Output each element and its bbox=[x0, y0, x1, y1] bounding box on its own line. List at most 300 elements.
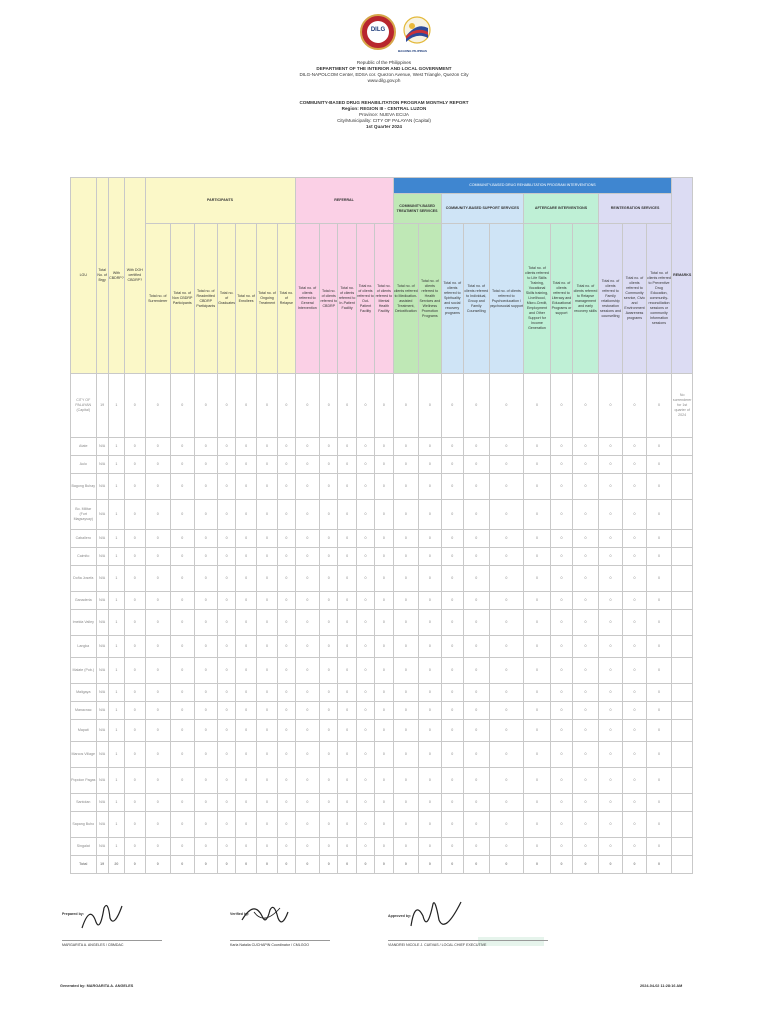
cell-value: 0 bbox=[393, 566, 419, 592]
cell-brgy: N/A bbox=[96, 456, 108, 474]
cell-value: 0 bbox=[623, 566, 646, 592]
cell-value: 0 bbox=[375, 566, 393, 592]
cell-value: 0 bbox=[338, 530, 356, 548]
report-city: City/Municipality: CITY OF PALAYAN (Capital) bbox=[337, 118, 431, 123]
cell-value: 0 bbox=[524, 838, 551, 856]
cell-value: 0 bbox=[295, 610, 320, 636]
interventions-banner: COMMUNITY-BASED DRUG REHABILITATION PROGRAM INTERVENTIONS bbox=[393, 178, 672, 194]
cell-value: 0 bbox=[550, 720, 572, 742]
cell-brgy: N/A bbox=[96, 566, 108, 592]
table-row bbox=[71, 610, 693, 636]
col-header-23: Total no. of clients referred to Relapse management and early recovery skills bbox=[573, 224, 599, 374]
cell-value: 0 bbox=[464, 438, 490, 456]
cell-value: 0 bbox=[489, 566, 524, 592]
cell-value: 0 bbox=[573, 474, 599, 500]
cell-value: 0 bbox=[524, 720, 551, 742]
cell-cbdrp: 1 bbox=[108, 742, 124, 768]
cell-value: 0 bbox=[393, 456, 419, 474]
cell-value: 0 bbox=[338, 702, 356, 720]
cell-value: 0 bbox=[393, 530, 419, 548]
cell-lgu: Aulo bbox=[71, 456, 97, 474]
cell-value: 0 bbox=[646, 720, 672, 742]
cell-value: 0 bbox=[125, 500, 145, 530]
cell-value: 0 bbox=[356, 742, 374, 768]
cell-value: 0 bbox=[524, 742, 551, 768]
report-region: Region: REGION III - CENTRAL LUZON bbox=[341, 106, 427, 111]
cell-value: 0 bbox=[278, 794, 295, 812]
col-header-10: Total no. of Relapse bbox=[278, 224, 295, 374]
cell-value: 0 bbox=[489, 812, 524, 838]
cell-value: 0 bbox=[356, 768, 374, 794]
cell-value: 0 bbox=[171, 374, 194, 438]
cell-value: 0 bbox=[573, 684, 599, 702]
cell-lgu: Doña Josefa bbox=[71, 566, 97, 592]
total-value: 0 bbox=[489, 856, 524, 874]
cell-value: 0 bbox=[256, 566, 277, 592]
cell-value: 0 bbox=[489, 610, 524, 636]
report-period: 1st Quarter 2024 bbox=[365, 124, 402, 129]
cell-value: 0 bbox=[145, 500, 171, 530]
cell-value: 0 bbox=[236, 566, 256, 592]
cell-value: 0 bbox=[194, 500, 217, 530]
col-total-brgy: Total No. of Brgy bbox=[96, 178, 108, 374]
total-value: 0 bbox=[550, 856, 572, 874]
cell-value: 0 bbox=[573, 720, 599, 742]
header-website: www.dilg.gov.ph bbox=[367, 78, 401, 83]
cell-value: 0 bbox=[441, 456, 463, 474]
cell-value: 0 bbox=[419, 768, 441, 794]
col-header-9: Total no. of Ongoing Treatment bbox=[256, 224, 277, 374]
cell-value: 0 bbox=[217, 702, 235, 720]
cell-remarks bbox=[672, 838, 693, 856]
cell-value: 0 bbox=[646, 456, 672, 474]
cell-value: 0 bbox=[217, 456, 235, 474]
cell-value: 0 bbox=[217, 684, 235, 702]
cell-value: 0 bbox=[338, 592, 356, 610]
cell-value: 0 bbox=[171, 794, 194, 812]
cell-value: 0 bbox=[145, 456, 171, 474]
total-value: 0 bbox=[256, 856, 277, 874]
cell-value: 0 bbox=[598, 742, 623, 768]
total-value: 0 bbox=[441, 856, 463, 874]
cell-value: 0 bbox=[524, 374, 551, 438]
col-header-6: Total no. of Readmitted CBDRP Participants bbox=[194, 224, 217, 374]
cell-value: 0 bbox=[441, 374, 463, 438]
cell-value: 0 bbox=[278, 684, 295, 702]
cell-value: 0 bbox=[573, 636, 599, 658]
cell-value: 0 bbox=[464, 530, 490, 548]
cell-value: 0 bbox=[464, 636, 490, 658]
total-value: 0 bbox=[524, 856, 551, 874]
cell-brgy: N/A bbox=[96, 636, 108, 658]
cell-value: 0 bbox=[441, 566, 463, 592]
cell-cbdrp: 1 bbox=[108, 500, 124, 530]
cell-value: 0 bbox=[464, 768, 490, 794]
cell-value: 0 bbox=[419, 838, 441, 856]
cell-value: 0 bbox=[236, 500, 256, 530]
cell-value: 0 bbox=[441, 474, 463, 500]
cell-value: 0 bbox=[194, 684, 217, 702]
cell-value: 0 bbox=[217, 636, 235, 658]
cell-value: 0 bbox=[375, 768, 393, 794]
header-department: DEPARTMENT OF THE INTERIOR AND LOCAL GOVERNMENT bbox=[316, 66, 452, 71]
cell-value: 0 bbox=[194, 702, 217, 720]
cell-value: 0 bbox=[573, 610, 599, 636]
cell-value: 0 bbox=[295, 636, 320, 658]
cell-value: 0 bbox=[320, 838, 338, 856]
cell-cbdrp: 1 bbox=[108, 702, 124, 720]
col-doh-certified: With DOH certified CBDRP? bbox=[125, 178, 145, 374]
cell-value: 0 bbox=[573, 812, 599, 838]
cell-value: 0 bbox=[295, 566, 320, 592]
cell-value: 0 bbox=[320, 658, 338, 684]
cell-value: 0 bbox=[125, 456, 145, 474]
cell-value: 0 bbox=[320, 566, 338, 592]
cell-value: 0 bbox=[419, 592, 441, 610]
cell-value: 0 bbox=[125, 768, 145, 794]
cell-value: 0 bbox=[194, 742, 217, 768]
cell-value: 0 bbox=[171, 500, 194, 530]
col-header-7: Total no. of Graduates bbox=[217, 224, 235, 374]
cell-value: 0 bbox=[524, 812, 551, 838]
cell-value: 0 bbox=[464, 566, 490, 592]
cell-value: 0 bbox=[464, 592, 490, 610]
cell-value: 0 bbox=[295, 548, 320, 566]
cell-value: 0 bbox=[419, 474, 441, 500]
total-value: 0 bbox=[598, 856, 623, 874]
cell-value: 0 bbox=[573, 794, 599, 812]
cell-value: 0 bbox=[464, 794, 490, 812]
cell-value: 0 bbox=[646, 768, 672, 794]
cell-value: 0 bbox=[256, 684, 277, 702]
cell-value: 0 bbox=[524, 530, 551, 548]
col-header-4: Total no. of Surrenderer bbox=[145, 224, 171, 374]
cell-value: 0 bbox=[550, 768, 572, 794]
cell-value: 0 bbox=[356, 530, 374, 548]
cell-value: 0 bbox=[256, 610, 277, 636]
cell-cbdrp: 1 bbox=[108, 548, 124, 566]
verified-name: Karla Natalia CUCHAPIN Coordinator / CMLGOO bbox=[230, 943, 310, 947]
cell-brgy: N/A bbox=[96, 592, 108, 610]
cell-value: 0 bbox=[464, 702, 490, 720]
cell-value: 0 bbox=[236, 742, 256, 768]
cell-value: 0 bbox=[295, 592, 320, 610]
cell-value: 0 bbox=[295, 374, 320, 438]
cell-value: 0 bbox=[623, 658, 646, 684]
cell-value: 0 bbox=[171, 684, 194, 702]
cell-value: 0 bbox=[646, 636, 672, 658]
cell-value: 0 bbox=[550, 702, 572, 720]
table-row bbox=[71, 548, 693, 566]
cell-remarks bbox=[672, 684, 693, 702]
cell-lgu: Marcos Village bbox=[71, 742, 97, 768]
cell-value: 0 bbox=[375, 474, 393, 500]
table-row bbox=[71, 500, 693, 530]
cell-value: 0 bbox=[623, 768, 646, 794]
cell-value: 0 bbox=[356, 720, 374, 742]
cell-value: 0 bbox=[295, 500, 320, 530]
cell-value: 0 bbox=[375, 500, 393, 530]
cell-value: 0 bbox=[375, 720, 393, 742]
cell-value: 0 bbox=[145, 658, 171, 684]
cell-value: 0 bbox=[338, 720, 356, 742]
cell-value: 0 bbox=[125, 566, 145, 592]
cell-value: 0 bbox=[598, 720, 623, 742]
cell-value: 0 bbox=[145, 374, 171, 438]
cell-value: 0 bbox=[393, 636, 419, 658]
cell-cbdrp: 1 bbox=[108, 610, 124, 636]
cell-value: 0 bbox=[489, 838, 524, 856]
cell-value: 0 bbox=[145, 610, 171, 636]
cell-value: 0 bbox=[441, 720, 463, 742]
cell-value: 0 bbox=[375, 838, 393, 856]
cell-value: 0 bbox=[419, 548, 441, 566]
cell-value: 0 bbox=[278, 456, 295, 474]
cell-brgy: N/A bbox=[96, 684, 108, 702]
total-value: 0 bbox=[419, 856, 441, 874]
cell-value: 0 bbox=[441, 768, 463, 794]
cell-value: 0 bbox=[573, 374, 599, 438]
cell-brgy: N/A bbox=[96, 610, 108, 636]
cell-value: 0 bbox=[393, 374, 419, 438]
table-row bbox=[71, 474, 693, 500]
cell-value: 0 bbox=[441, 636, 463, 658]
cell-cbdrp: 1 bbox=[108, 838, 124, 856]
cell-value: 0 bbox=[236, 658, 256, 684]
cell-value: 0 bbox=[356, 794, 374, 812]
report-province: Province: NUEVA ECIJA bbox=[359, 112, 409, 117]
cell-value: 0 bbox=[646, 684, 672, 702]
cell-value: 0 bbox=[356, 702, 374, 720]
cell-value: 0 bbox=[145, 838, 171, 856]
cell-value: 0 bbox=[125, 548, 145, 566]
cell-remarks bbox=[672, 658, 693, 684]
cell-value: 0 bbox=[278, 812, 295, 838]
cell-value: 0 bbox=[573, 500, 599, 530]
cell-value: 0 bbox=[256, 438, 277, 456]
cell-value: 0 bbox=[194, 610, 217, 636]
cell-value: 0 bbox=[217, 374, 235, 438]
cell-value: 0 bbox=[464, 374, 490, 438]
cell-lgu: Atate bbox=[71, 438, 97, 456]
approved-signature bbox=[405, 896, 465, 936]
total-value: 0 bbox=[194, 856, 217, 874]
cell-value: 0 bbox=[338, 566, 356, 592]
cell-value: 0 bbox=[194, 636, 217, 658]
cell-value: 0 bbox=[338, 474, 356, 500]
cell-value: 0 bbox=[489, 768, 524, 794]
cell-value: 0 bbox=[295, 438, 320, 456]
cell-value: 0 bbox=[464, 720, 490, 742]
cell-lgu: Langka bbox=[71, 636, 97, 658]
cell-value: 0 bbox=[278, 566, 295, 592]
cell-value: 0 bbox=[194, 592, 217, 610]
cell-value: 0 bbox=[236, 720, 256, 742]
cell-value: 0 bbox=[623, 812, 646, 838]
cell-value: 0 bbox=[194, 794, 217, 812]
cell-value: 0 bbox=[295, 742, 320, 768]
cell-value: 0 bbox=[375, 374, 393, 438]
cell-value: 0 bbox=[393, 610, 419, 636]
cell-value: 0 bbox=[320, 768, 338, 794]
cell-value: 0 bbox=[623, 530, 646, 548]
cell-value: 0 bbox=[236, 548, 256, 566]
cell-value: 0 bbox=[171, 702, 194, 720]
cell-value: 0 bbox=[623, 794, 646, 812]
cell-value: 0 bbox=[441, 592, 463, 610]
cell-value: 0 bbox=[295, 768, 320, 794]
flag-caption: BAGONG PILIPINAS bbox=[398, 49, 428, 53]
cell-value: 0 bbox=[623, 438, 646, 456]
cell-value: 0 bbox=[623, 636, 646, 658]
cell-value: 0 bbox=[550, 658, 572, 684]
cell-value: 0 bbox=[524, 702, 551, 720]
total-value: 0 bbox=[320, 856, 338, 874]
total-value: 0 bbox=[356, 856, 374, 874]
cell-value: 0 bbox=[356, 566, 374, 592]
cell-value: 0 bbox=[489, 702, 524, 720]
prepared-name: MARGARITA A. ANGELES / CBMDAC bbox=[62, 943, 124, 947]
cell-value: 0 bbox=[375, 794, 393, 812]
cell-value: 0 bbox=[338, 636, 356, 658]
table-row bbox=[71, 812, 693, 838]
cell-value: 0 bbox=[464, 838, 490, 856]
cell-value: 0 bbox=[524, 438, 551, 456]
cell-value: 0 bbox=[338, 610, 356, 636]
cell-value: 0 bbox=[356, 812, 374, 838]
cell-value: 0 bbox=[524, 658, 551, 684]
cell-value: 0 bbox=[145, 548, 171, 566]
cell-value: 0 bbox=[623, 702, 646, 720]
cell-remarks: No surrenderer for 1st quarter of 2024 bbox=[672, 374, 693, 438]
cell-value: 0 bbox=[489, 456, 524, 474]
total-value: 0 bbox=[623, 856, 646, 874]
cell-value: 0 bbox=[236, 438, 256, 456]
cell-value: 0 bbox=[145, 684, 171, 702]
cell-value: 0 bbox=[441, 610, 463, 636]
cell-value: 0 bbox=[278, 838, 295, 856]
col-header-16: Total no. of clients referred to Medication-assisted Treatment, Detoxification bbox=[393, 224, 419, 374]
cell-value: 0 bbox=[278, 702, 295, 720]
cell-value: 0 bbox=[320, 548, 338, 566]
cell-value: 0 bbox=[145, 794, 171, 812]
cell-remarks bbox=[672, 566, 693, 592]
total-value: 0 bbox=[646, 856, 672, 874]
cell-value: 0 bbox=[489, 794, 524, 812]
col-header-14: Total no. of clients referred to Out-Patient Facility bbox=[356, 224, 374, 374]
cell-value: 0 bbox=[623, 374, 646, 438]
cell-value: 0 bbox=[278, 610, 295, 636]
cell-value: 0 bbox=[338, 742, 356, 768]
cell-value: 0 bbox=[393, 438, 419, 456]
cell-value: 0 bbox=[623, 838, 646, 856]
cell-value: 0 bbox=[598, 702, 623, 720]
cell-value: 0 bbox=[320, 474, 338, 500]
table-row bbox=[71, 566, 693, 592]
cell-value: 0 bbox=[550, 474, 572, 500]
cell-value: 0 bbox=[278, 374, 295, 438]
footer-generated-by: Generated by: MARGARITA A. ANGELES bbox=[60, 984, 134, 988]
cell-value: 0 bbox=[598, 812, 623, 838]
cell-value: 0 bbox=[278, 474, 295, 500]
total-value: 0 bbox=[125, 856, 145, 874]
cell-value: 0 bbox=[419, 374, 441, 438]
cell-value: 0 bbox=[171, 530, 194, 548]
cell-value: 0 bbox=[646, 530, 672, 548]
group-referral: REFERRAL bbox=[295, 178, 393, 224]
cell-value: 0 bbox=[550, 500, 572, 530]
cell-value: 0 bbox=[464, 812, 490, 838]
cell-brgy: N/A bbox=[96, 438, 108, 456]
cell-value: 0 bbox=[573, 566, 599, 592]
cell-value: 0 bbox=[320, 592, 338, 610]
cell-value: 0 bbox=[573, 768, 599, 794]
cell-value: 0 bbox=[393, 812, 419, 838]
cell-value: 0 bbox=[125, 610, 145, 636]
cell-value: 0 bbox=[145, 474, 171, 500]
cell-remarks bbox=[672, 812, 693, 838]
approved-highlight bbox=[478, 937, 544, 946]
cell-value: 0 bbox=[125, 592, 145, 610]
cell-value: 0 bbox=[217, 720, 235, 742]
cell-lgu: Bagong Buhay bbox=[71, 474, 97, 500]
cell-value: 0 bbox=[573, 742, 599, 768]
cell-value: 0 bbox=[550, 592, 572, 610]
cell-value: 0 bbox=[524, 548, 551, 566]
total-value: 0 bbox=[236, 856, 256, 874]
cell-value: 0 bbox=[623, 474, 646, 500]
cell-value: 0 bbox=[524, 768, 551, 794]
cell-brgy: N/A bbox=[96, 794, 108, 812]
cell-value: 0 bbox=[320, 374, 338, 438]
total-value: 0 bbox=[464, 856, 490, 874]
cell-value: 0 bbox=[573, 438, 599, 456]
cell-value: 0 bbox=[194, 566, 217, 592]
cell-value: 0 bbox=[320, 636, 338, 658]
cell-value: 0 bbox=[550, 530, 572, 548]
cell-value: 0 bbox=[217, 794, 235, 812]
cell-value: 0 bbox=[171, 742, 194, 768]
cell-value: 0 bbox=[236, 794, 256, 812]
cell-value: 0 bbox=[125, 720, 145, 742]
cell-cbdrp: 1 bbox=[108, 438, 124, 456]
cell-value: 0 bbox=[320, 812, 338, 838]
cell-value: 0 bbox=[236, 636, 256, 658]
cell-value: 0 bbox=[419, 500, 441, 530]
cell-remarks bbox=[672, 768, 693, 794]
col-header-17: Total no. of clients referred to Health Services and Wellness Promotion Programs bbox=[419, 224, 441, 374]
cell-value: 0 bbox=[441, 530, 463, 548]
cell-value: 0 bbox=[441, 812, 463, 838]
table-row bbox=[71, 838, 693, 856]
cell-value: 0 bbox=[236, 456, 256, 474]
cell-value: 0 bbox=[623, 592, 646, 610]
table-row bbox=[71, 658, 693, 684]
cell-value: 0 bbox=[295, 794, 320, 812]
cell-value: 0 bbox=[598, 456, 623, 474]
cell-value: 0 bbox=[338, 500, 356, 530]
cell-value: 0 bbox=[573, 548, 599, 566]
cell-value: 0 bbox=[464, 500, 490, 530]
cell-value: 0 bbox=[217, 610, 235, 636]
cell-value: 0 bbox=[623, 742, 646, 768]
cell-value: 0 bbox=[194, 720, 217, 742]
cell-value: 0 bbox=[441, 742, 463, 768]
cell-value: 0 bbox=[278, 530, 295, 548]
header-address: DILG-NAPOLCOM Center, EDSA cor. Quezon Avenue, West Triangle, Quezon City bbox=[299, 72, 469, 77]
cell-value: 0 bbox=[419, 742, 441, 768]
total-value: 0 bbox=[338, 856, 356, 874]
